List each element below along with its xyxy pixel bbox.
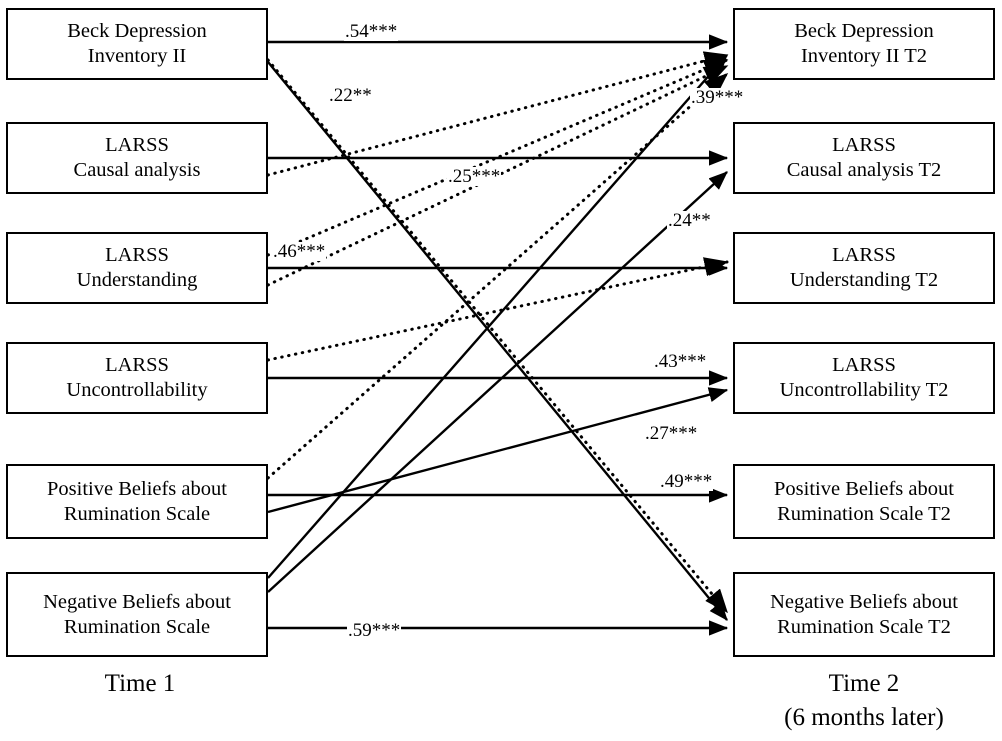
node-line: Inventory II: [87, 45, 187, 67]
node-line: Positive Beliefs about: [47, 477, 227, 500]
node-line: Rumination Scale: [63, 502, 211, 525]
node-nbrs-t2: [733, 572, 995, 657]
node-line: Negative Beliefs about: [770, 590, 958, 613]
node-line: Rumination Scale: [63, 615, 211, 638]
node-line: LARSS: [105, 354, 169, 376]
node-line: LARSS: [105, 244, 169, 266]
time-1-header: Time 1: [104, 670, 176, 697]
node-bdi-t1: [6, 8, 268, 80]
node-larss-uncontrollability-t1: [6, 342, 268, 414]
edge-bdi-t1-to-nbrs-t2: [268, 62, 727, 620]
node-line: LARSS: [832, 354, 896, 376]
node-line: Understanding T2: [789, 269, 939, 291]
path-label-bdi-autoregressive: .54***: [345, 21, 398, 42]
path-label-pbrs-autoregressive: .49***: [660, 471, 713, 492]
node-larss-causal-t1: [6, 122, 268, 194]
node-line: Rumination Scale T2: [777, 502, 951, 525]
node-larss-uncontrollability-t2: [733, 342, 995, 414]
path-label-causal-autoregressive: .25***: [448, 166, 501, 187]
node-pbrs-t2: [733, 464, 995, 539]
path-label-bdi-to-nbrs: .22**: [329, 85, 372, 106]
path-label-nbrs-to-causal: .24**: [668, 210, 711, 231]
node-line: Causal analysis: [73, 159, 201, 181]
path-label-uncontrollability-autoregressive: .43***: [654, 351, 707, 372]
edge-uncontrollability-t1-to-understanding-t2-dotted: [268, 262, 727, 360]
node-bdi-t2: [733, 8, 995, 80]
node-line: LARSS: [832, 244, 896, 266]
node-line: Uncontrollability T2: [779, 379, 949, 401]
node-line: Beck Depression: [794, 20, 934, 42]
node-larss-understanding-t1: [6, 232, 268, 304]
node-line: Uncontrollability: [66, 379, 208, 401]
node-pbrs-t1: [6, 464, 268, 539]
node-line: Understanding: [76, 269, 198, 291]
edge-pbrs-t1-to-uncontrollability-t2: [268, 390, 727, 512]
edge-nbrs-t1-to-bdi-t2: [268, 55, 727, 578]
node-line: Negative Beliefs about: [43, 590, 231, 613]
path-label-understanding-autoregressive: .46***: [273, 241, 326, 262]
time-2-subheader: (6 months later): [784, 704, 944, 731]
node-line: Inventory II T2: [800, 45, 927, 67]
path-label-pbrs-to-uncontrollability: .27***: [645, 423, 698, 444]
node-line: LARSS: [105, 134, 169, 156]
node-line: LARSS: [832, 134, 896, 156]
node-larss-understanding-t2: [733, 232, 995, 304]
node-line: Positive Beliefs about: [774, 477, 954, 500]
node-nbrs-t1: [6, 572, 268, 657]
node-line: Causal analysis T2: [786, 159, 942, 181]
path-label-nbrs-to-bdi: .39***: [691, 87, 744, 108]
path-label-nbrs-autoregressive: .59***: [348, 620, 401, 641]
node-line: Beck Depression: [67, 20, 207, 42]
time-2-header: Time 2: [828, 670, 900, 697]
node-larss-causal-t2: [733, 122, 995, 194]
node-line: Rumination Scale T2: [777, 615, 951, 638]
